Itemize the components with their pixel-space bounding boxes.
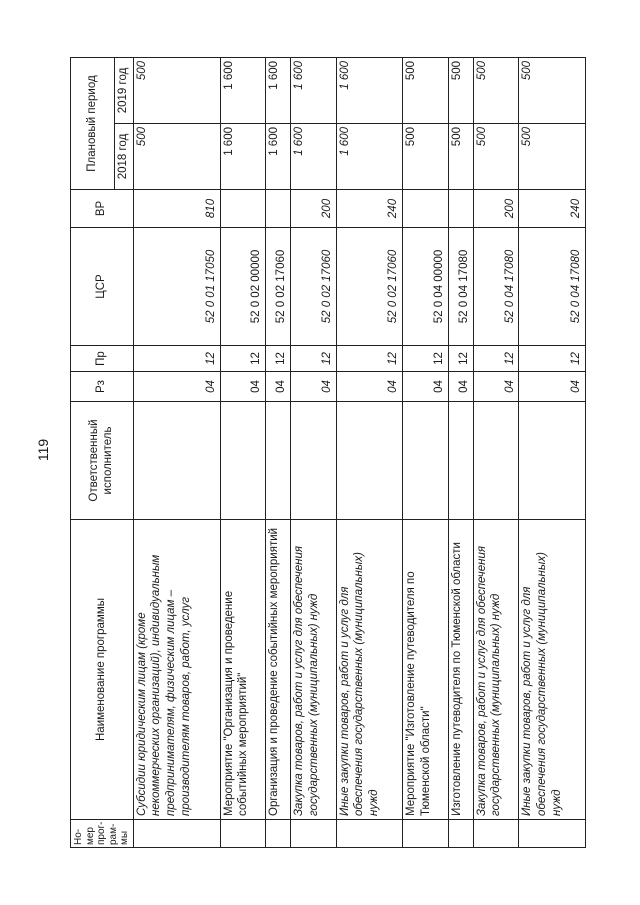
table-row <box>220 57 266 847</box>
cell-csr: 52 0 02 00000 <box>220 228 266 346</box>
cell-program-name: Мероприятие "Изготовление путеводителя по Тюменской области" <box>403 520 449 820</box>
cell-vr: 810 <box>133 190 220 228</box>
cell-2019: 500 <box>473 57 519 123</box>
cell-program-number <box>220 820 266 848</box>
header-2019: 2019 год <box>115 57 134 123</box>
cell-program-name: Организация и проведение событийных мероприятий <box>266 520 291 820</box>
cell-program-name: Закупка товаров, работ и услуг для обеспечения государственных (муниципальных) нужд <box>291 520 337 820</box>
cell-csr: 52 0 04 00000 <box>403 228 449 346</box>
cell-pr: 12 <box>473 346 519 372</box>
cell-program-number <box>448 820 473 848</box>
cell-executor <box>448 402 473 520</box>
cell-csr: 52 0 04 17080 <box>519 228 585 346</box>
table-row <box>133 57 220 847</box>
cell-2019: 500 <box>519 57 585 123</box>
cell-program-number <box>266 820 291 848</box>
cell-vr <box>266 190 291 228</box>
table-row <box>266 57 291 847</box>
table-row <box>336 57 402 847</box>
header-vr: ВР <box>71 190 134 228</box>
table-row <box>448 57 473 847</box>
cell-vr <box>403 190 449 228</box>
header-row-1 <box>71 57 115 847</box>
cell-program-number <box>403 820 449 848</box>
header-rz: Рз <box>71 372 134 402</box>
cell-program-number <box>133 820 220 848</box>
cell-2018: 500 <box>473 124 519 190</box>
cell-program-number <box>519 820 585 848</box>
cell-pr: 12 <box>266 346 291 372</box>
cell-rz: 04 <box>336 372 402 402</box>
cell-2019: 1 600 <box>336 57 402 123</box>
table-row <box>291 57 337 847</box>
cell-vr: 240 <box>519 190 585 228</box>
cell-pr: 12 <box>403 346 449 372</box>
table-row <box>403 57 449 847</box>
cell-program-name: Мероприятие "Организация и проведение событийных мероприятий" <box>220 520 266 820</box>
cell-program-name: Иные закупки товаров, работ и услуг для обеспечения государственных (муниципальных) нужд <box>519 520 585 820</box>
cell-csr: 52 0 04 17080 <box>473 228 519 346</box>
cell-2019: 500 <box>448 57 473 123</box>
cell-rz: 04 <box>473 372 519 402</box>
cell-program-name: Иные закупки товаров, работ и услуг для обеспечения государственных (муниципальных) нужд <box>336 520 402 820</box>
cell-program-name: Закупка товаров, работ и услуг для обеспечения государственных (муниципальных) нужд <box>473 520 519 820</box>
cell-vr: 200 <box>291 190 337 228</box>
cell-program-name: Изготовление путеводителя по Тюменской области <box>448 520 473 820</box>
cell-2018: 500 <box>403 124 449 190</box>
cell-pr: 12 <box>519 346 585 372</box>
cell-pr: 12 <box>336 346 402 372</box>
cell-csr: 52 0 02 17060 <box>266 228 291 346</box>
header-csr: ЦСР <box>71 228 134 346</box>
cell-rz: 04 <box>519 372 585 402</box>
cell-csr: 52 0 01 17050 <box>133 228 220 346</box>
cell-executor <box>133 402 220 520</box>
cell-program-number <box>336 820 402 848</box>
rotated-table-container <box>70 58 584 848</box>
cell-executor <box>336 402 402 520</box>
cell-rz: 04 <box>220 372 266 402</box>
cell-pr: 12 <box>448 346 473 372</box>
cell-pr: 12 <box>220 346 266 372</box>
cell-rz: 04 <box>266 372 291 402</box>
cell-vr: 240 <box>336 190 402 228</box>
header-program-name: Наименование программы <box>71 520 134 820</box>
cell-rz: 04 <box>448 372 473 402</box>
cell-rz: 04 <box>291 372 337 402</box>
cell-executor <box>473 402 519 520</box>
cell-program-number <box>473 820 519 848</box>
header-planned-period: Плановый период <box>71 57 115 189</box>
cell-csr: 52 0 02 17060 <box>291 228 337 346</box>
cell-2019: 500 <box>403 57 449 123</box>
cell-vr: 200 <box>473 190 519 228</box>
cell-2018: 1 600 <box>291 124 337 190</box>
header-2018: 2018 год <box>115 124 134 190</box>
cell-executor <box>403 402 449 520</box>
table-row <box>519 57 585 847</box>
cell-csr: 52 0 02 17060 <box>336 228 402 346</box>
cell-2019: 1 600 <box>220 57 266 123</box>
cell-executor <box>266 402 291 520</box>
cell-2018: 500 <box>519 124 585 190</box>
cell-program-number <box>291 820 337 848</box>
cell-pr: 12 <box>133 346 220 372</box>
cell-2018: 1 600 <box>220 124 266 190</box>
cell-2018: 1 600 <box>336 124 402 190</box>
cell-2018: 500 <box>448 124 473 190</box>
table-row <box>473 57 519 847</box>
table-body <box>133 57 585 847</box>
cell-pr: 12 <box>291 346 337 372</box>
cell-2019: 1 600 <box>291 57 337 123</box>
cell-rz: 04 <box>403 372 449 402</box>
cell-2018: 1 600 <box>266 124 291 190</box>
cell-2019: 1 600 <box>266 57 291 123</box>
cell-vr <box>220 190 266 228</box>
cell-2019: 500 <box>133 57 220 123</box>
cell-vr <box>448 190 473 228</box>
header-program-number: Но- мер прог- рам- мы <box>71 820 134 848</box>
cell-2018: 500 <box>133 124 220 190</box>
cell-csr: 52 0 04 17080 <box>448 228 473 346</box>
cell-program-name: Субсидии юридическим лицам (кроме некоммерческих организаций), индивидуальным предпринимателям, физическим лицам – производителям товаров, работ, услуг <box>133 520 220 820</box>
cell-rz: 04 <box>133 372 220 402</box>
header-pr: Пр <box>71 346 134 372</box>
cell-executor <box>519 402 585 520</box>
header-executor: Ответственный исполнитель <box>71 402 134 520</box>
cell-executor <box>220 402 266 520</box>
cell-executor <box>291 402 337 520</box>
budget-table <box>70 57 586 848</box>
page-number: 119 <box>35 438 51 462</box>
